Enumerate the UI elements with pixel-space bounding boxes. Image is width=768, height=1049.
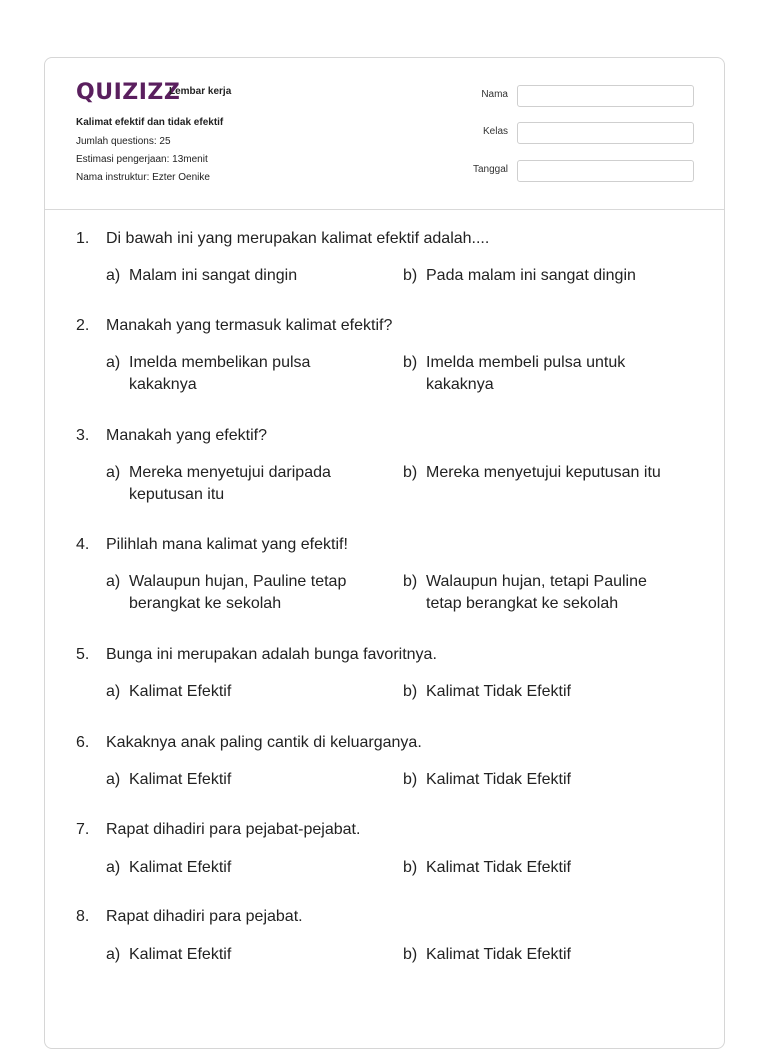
option-letter: b)	[403, 683, 418, 700]
question-text: Rapat dihadiri para pejabat-pejabat.	[106, 821, 361, 838]
option-letter: b)	[403, 267, 418, 284]
option-letter: b)	[403, 573, 418, 590]
option-text: Pada malam ini sangat dingin	[426, 267, 636, 284]
question-number: 4.	[76, 536, 90, 553]
option-letter: a)	[106, 267, 121, 284]
option-text: Imelda membeli pulsa untuk kakaknya	[426, 354, 626, 393]
question-number: 3.	[76, 427, 90, 444]
option-text: Kalimat Efektif	[129, 771, 232, 788]
question-text: Manakah yang termasuk kalimat efektif?	[106, 317, 393, 334]
worksheet-header	[45, 58, 724, 210]
question-text: Rapat dihadiri para pejabat.	[106, 908, 303, 925]
instructor-name: Nama instruktur: Ezter Oenike	[76, 172, 210, 183]
option-letter: b)	[403, 464, 418, 481]
option-letter: b)	[403, 354, 418, 371]
option-text: Kalimat Tidak Efektif	[426, 683, 571, 700]
option-letter: a)	[106, 354, 121, 371]
option-text: Kalimat Efektif	[129, 859, 232, 876]
option-letter: a)	[106, 859, 121, 876]
question-number: 8.	[76, 908, 90, 925]
class-field[interactable]	[517, 122, 694, 144]
option-letter: a)	[106, 683, 121, 700]
name-label: Nama	[481, 89, 508, 100]
option-text: Imelda membelikan pulsa kakaknya	[129, 354, 311, 393]
class-label: Kelas	[482, 126, 508, 137]
question-text: Bunga ini merupakan adalah bunga favoritnya.	[106, 646, 437, 663]
quizizz-logo: QUIZIZZ	[76, 80, 181, 105]
name-field[interactable]	[517, 85, 694, 107]
date-label: Tanggal	[472, 164, 508, 175]
option-text: Kalimat Tidak Efektif	[426, 946, 571, 963]
option-letter: a)	[106, 946, 121, 963]
option-text: Kalimat Tidak Efektif	[426, 859, 571, 876]
quiz-title: Kalimat efektif dan tidak efektif	[76, 117, 224, 128]
option-text: Mereka menyetujui keputusan itu	[426, 464, 661, 481]
option-text: Kalimat Efektif	[129, 946, 232, 963]
question-text: Manakah yang efektif?	[106, 427, 267, 444]
option-letter: b)	[403, 859, 418, 876]
option-letter: a)	[106, 771, 121, 788]
worksheet-subtitle: Lembar kerja	[169, 86, 232, 97]
option-text: Walaupun hujan, tetapi Pauline tetap berangkat ke sekolah	[426, 573, 647, 612]
question-number: 5.	[76, 646, 90, 663]
option-letter: a)	[106, 573, 121, 590]
option-text: Malam ini sangat dingin	[129, 267, 298, 284]
option-text: Kalimat Tidak Efektif	[426, 771, 571, 788]
question-number: 2.	[76, 317, 90, 334]
option-text: Mereka menyetujui daripada keputusan itu	[129, 464, 331, 503]
question-number: 6.	[76, 734, 90, 751]
question-text: Pilihlah mana kalimat yang efektif!	[106, 536, 348, 553]
question-text: Kakaknya anak paling cantik di keluarganya.	[106, 734, 422, 751]
option-text: Walaupun hujan, Pauline tetap berangkat ke sekolah	[129, 573, 347, 612]
option-letter: b)	[403, 946, 418, 963]
date-field[interactable]	[517, 160, 694, 182]
option-text: Kalimat Efektif	[129, 683, 232, 700]
question-number: 1.	[76, 230, 90, 247]
question-number: 7.	[76, 821, 90, 838]
option-letter: b)	[403, 771, 418, 788]
time-estimate: Estimasi pengerjaan: 13menit	[76, 154, 208, 165]
option-letter: a)	[106, 464, 121, 481]
question-text: Di bawah ini yang merupakan kalimat efektif adalah....	[106, 230, 490, 247]
question-count: Jumlah questions: 25	[76, 136, 171, 147]
